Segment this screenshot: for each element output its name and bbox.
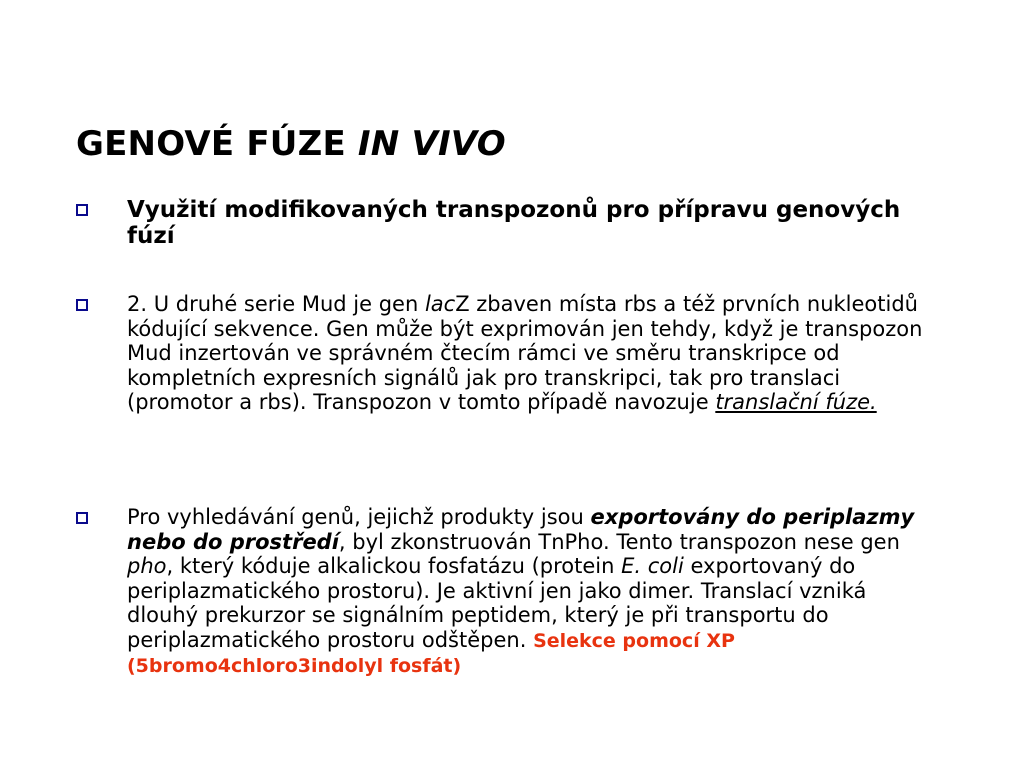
bullet-3-italic-pho: pho [127, 554, 167, 578]
bullet-2-part1: 2. U druhé serie Mud je gen [127, 292, 425, 316]
slide-title [76, 120, 506, 168]
bullet-3-part4: exportovaný do periplazmatického prostoru). Je aktivní jen jako dimer. Translací vzniká dlouhý prekurzor se signálním peptidem, který je při transportu do periplazmatického prostoru odštěpen. [127, 554, 867, 652]
hollow-square-bullet-icon [76, 204, 88, 216]
bullet-3-part2: , byl zkonstruován TnPho. Tento transpozon nese gen [338, 529, 900, 554]
bullet-text-1: Využití modifikovaných transpozonů pro přípravu genových fúzí [127, 197, 901, 249]
hollow-square-bullet-icon [76, 512, 88, 524]
bullet-3-italic-ecoli: E. coli [621, 554, 684, 578]
bullet-text-3 [127, 505, 942, 679]
bullet-2-italic-lac: lac [424, 292, 456, 316]
bullet-text-2 [127, 292, 942, 415]
bullet-2-part2: Z zbaven místa rbs a též prvních nukleotidů kódující sekvence. Gen může být exprimován jen tehdy, když je transpozon Mud inzertován ve správném čtecím rámci ve směru transkripce od kompletních expresních signálů jak pro transkripci, tak pro translaci (promotor a rbs). Transpozon v tomto případě navozuje [127, 292, 923, 414]
bullet-3-part3: , který kóduje alkalickou fosfatázu (protein [166, 554, 622, 578]
bullet-3-bold-italic: exportovány do periplazmy nebo do prostředí [127, 505, 915, 554]
hollow-square-bullet-icon [76, 299, 88, 311]
bullet-2-underlined-term: translační fúze. [715, 390, 877, 414]
title-italic: IN VIVO [357, 124, 506, 164]
title-main: GENOVÉ FÚZE [76, 124, 358, 164]
bullet-3-red-highlight: Selekce pomocí XP (5bromo4chloro3indolyl fosfát) [127, 629, 735, 677]
bullet-3-part1: Pro vyhledávání genů, jejichž produkty jsou [127, 505, 591, 529]
